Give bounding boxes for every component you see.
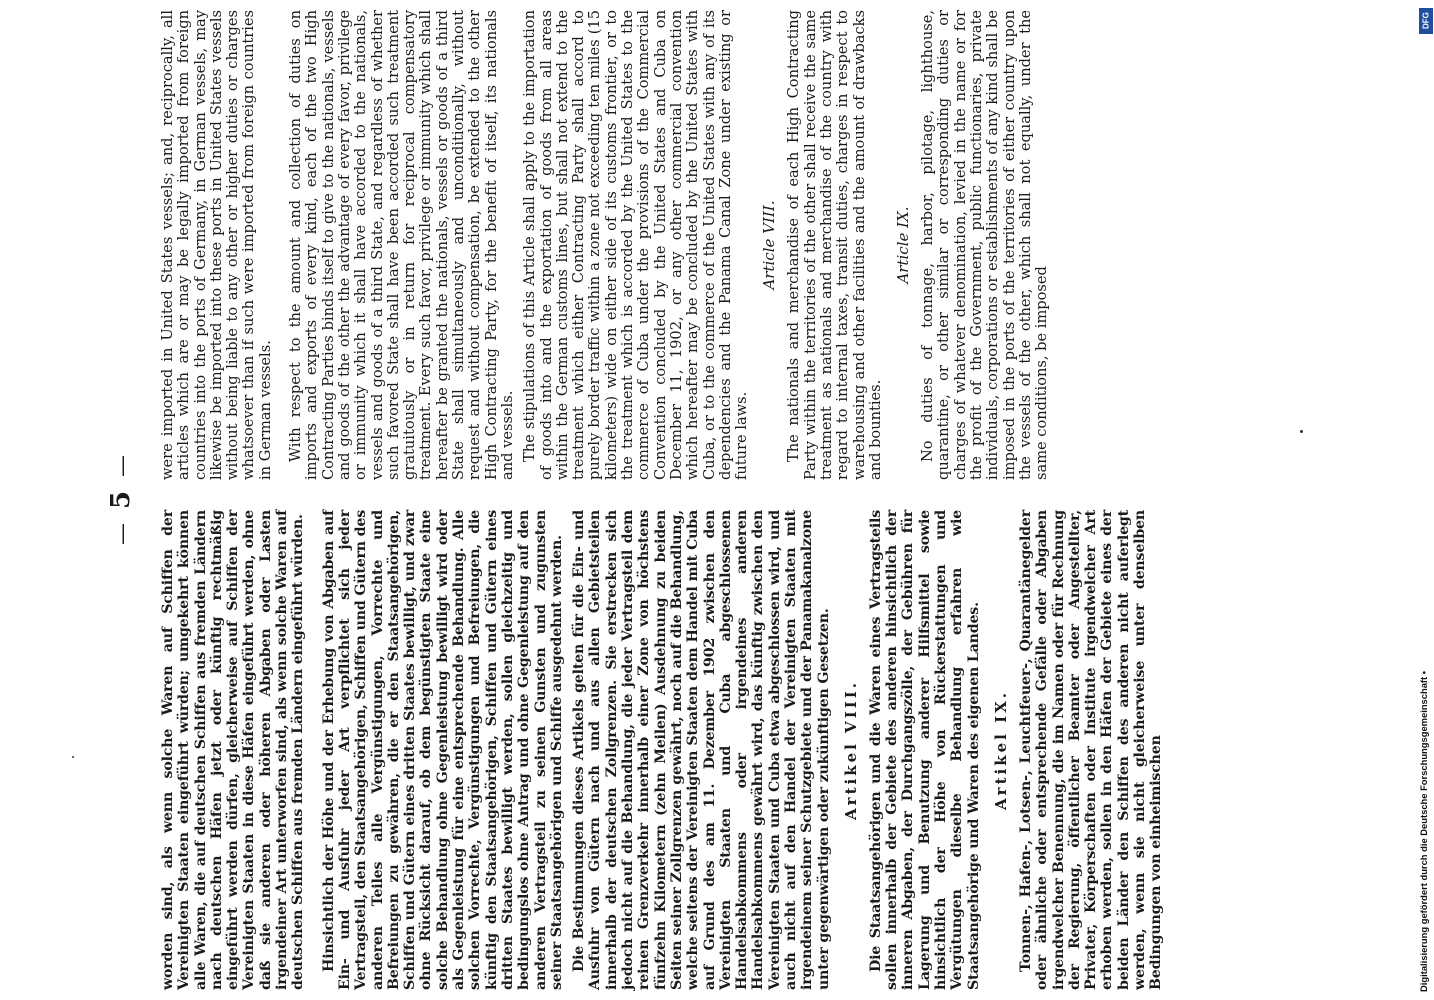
dfg-logo-icon: DFG (1419, 8, 1433, 34)
article-heading: Article IX. (894, 206, 913, 284)
english-column (160, 10, 1051, 480)
page-number: —5— (106, 454, 136, 546)
article-heading: Artikel VIII. (841, 680, 860, 820)
digitization-credit: Digitalisierung gefördert durch die Deutsche Forschungsgemeinschaft • (1418, 670, 1429, 992)
article-heading: Article VIII. (760, 200, 779, 290)
scan-speck (1300, 430, 1303, 433)
german-column (160, 510, 1165, 990)
german-paragraph: worden sind, als wenn solche Waren auf Schiffen der Vereinigten Staaten eingeführt würden; umgekehrt können alle Waren, die auf deutschen Schiffen aus fremden Ländern nach deutschen Häfen jetzt oder künftig rechtmäßig eingeführt werden dürfen, gleicherweise auf Schiffen der Vereinigten Staaten in diese Häfen eingeführt werden, ohne daß sie anderen oder höheren Abgaben oder Lasten irgendeiner Art unterworfen sind, als wenn solche Waren auf deutschen Schiffen aus fremden Ländern eingeführt würden. (160, 510, 307, 990)
english-paragraph: No duties of tonnage, harbor, pilotage, lighthouse, quarantine, or other similar or corresponding duties or charges of whatever denomination, levied in the name or for the profit of the Government, public functionaries, private individuals, corporations or establishments of any kind shall be imposed in the ports of the territories of either country upon the vessels of the other, which shall not equally, under the same conditions, be imposed (919, 10, 1051, 480)
german-paragraph: Tonnen-, Hafen-, Lotsen-, Leuchtfeuer-, Quarantänegelder oder ähnliche oder entsprechende Gefälle oder Abgaben irgendwelcher Benennung, die im Namen oder für Rechnung der Regierung, öffentlicher Beamter oder Angestellter, Privater, Körperschaften oder Institute irgendwelcher Art erhoben werden, sollen in den Häfen der Gebiete eines der beiden Länder den Schiffen des anderen nicht auferlegt werden, wenn sie nicht gleicherweise unter denselben Bedingungen von einheimischen (1017, 510, 1165, 990)
rotated-document-page (100, 0, 1290, 1000)
scan-speck (72, 756, 74, 758)
english-paragraph: were imported in United States vessels; and, reciprocally, all articles which are or may be legally imported from foreign countries into the ports of Germany, in German vessels, may likewise be imported into these ports in United States vessels without being liable to any other or higher duties or charges whatsoever than if such were imported from foreign countries in German vessels. (159, 10, 274, 480)
english-paragraph: The stipulations of this Article shall apply to the importation of goods into and the exportation of goods from all areas within the German customs lines, but shall not extend to the treatment which either Contracting Party shall accord to purely border traffic within a zone not exceeding ten miles (15 kilometers) wide on either side of its customs frontier, or to the treatment which is accorded by the United States to the commerce of Cuba under the provisions of the Commercial Convention concluded by the United States and Cuba on December 11, 1902, or any other commercial convention which hereafter may be concluded by the United States with Cuba, or to the commerce of the United States with any of its dependencies and the Panama Canal Zone under existing or future laws. (521, 10, 751, 480)
english-paragraph: The nationals and merchandise of each High Contracting Party within the territories of the other shall receive the same treatment as nationals and merchandise of the country with regard to internal taxes, transit duties, charges in respect to warehousing and other facilities and the amount of drawbacks and bounties. (785, 10, 884, 480)
german-paragraph: Die Staatsangehörigen und die Waren eines Vertragsteils sollen innerhalb der Gebiete des anderen hinsichtlich der inneren Abgaben, der Durchgangszölle, der Gebühren für Lagerung und Benutzung anderer Hilfsmittel sowie hinsichtlich der Höhe von Rückerstattungen und Vergütungen dieselbe Behandlung erfahren wie Staatsangehörige und Waren des eigenen Landes. (867, 510, 982, 990)
english-paragraph: With respect to the amount and collection of duties on imports and exports of every kind, each of the two High Contracting Parties binds itself to give to the nationals, vessels and goods of the other the advantage of every favor, privilege or immunity which it shall have accorded to the nationals, vessels and goods of a third State, and regardless of whether such favored State shall have been accorded such treatment gratuitously or in return for reciprocal compensatory treatment. Every such favor, privilege or immunity which shall hereafter be granted the nationals, vessels or goods of a third State shall simultaneously and unconditionally, without request and without compensation, be extended to the other High Contracting Party, for the benefit of itself, its nationals and vessels. (287, 10, 516, 480)
article-heading: Artikel IX. (991, 690, 1010, 810)
german-paragraph: Die Bestimmungen dieses Artikels gelten für die Ein- und Ausfuhr von Gütern nach und aus allen Gebietsteilen innerhalb der deutschen Zollgrenzen. Sie erstrecken sich jedoch nicht auf die Behandlung, die jeder Vertragsteil dem reinen Grenzverkehr innerhalb einer Zone von höchstens fünfzehn Kilometern (zehn Meilen) Ausdehnung zu beiden Seiten seiner Zollgrenzen gewährt, noch auf die Behandlung, welche seitens der Vereinigten Staaten dem Handel mit Cuba auf Grund des am 11. Dezember 1902 zwischen den Vereinigten Staaten und Cuba abgeschlossenen Handelsabkommens oder irgendeines anderen Handelsabkommens gewährt wird, das künftig zwischen den Vereinigten Staaten und Cuba etwa abgeschlossen wird, und auch nicht auf den Handel der Vereinigten Staaten mit irgendeinem seiner Schutzgebiete und der Panamakanalzone unter gegenwärtigen oder zukünftigen Gesetzen. (571, 510, 832, 990)
german-paragraph: Hinsichtlich der Höhe und der Erhebung von Abgaben auf Ein- und Ausfuhr jeder Art verpflichtet sich jeder Vertragsteil, den Staatsangehörigen, Schiffen und Gütern des anderen Teiles alle Vergünstigungen, Vorrechte und Befreiungen zu gewähren, die er den Staatsangehörigen, Schiffen und Gütern eines dritten Staates bewilligt, und zwar ohne Rücksicht darauf, ob dem begünstigten Staate eine solche Behandlung ohne Gegenleistung bewilligt wird oder als Gegenleistung für eine entsprechende Behandlung. Alle solchen Vorrechte, Vergünstigungen und Befreiungen, die künftig den Staatsangehörigen, Schiffen und Gütern eines dritten Staates bewilligt werden, sollen gleichzeitig und bedingungslos ohne Antrag und ohne Gegenleistung auf den anderen Vertragsteil zu seinen Gunsten und zugunsten seiner Staatsangehörigen und Schiffe ausgedehnt werden. (320, 510, 565, 990)
